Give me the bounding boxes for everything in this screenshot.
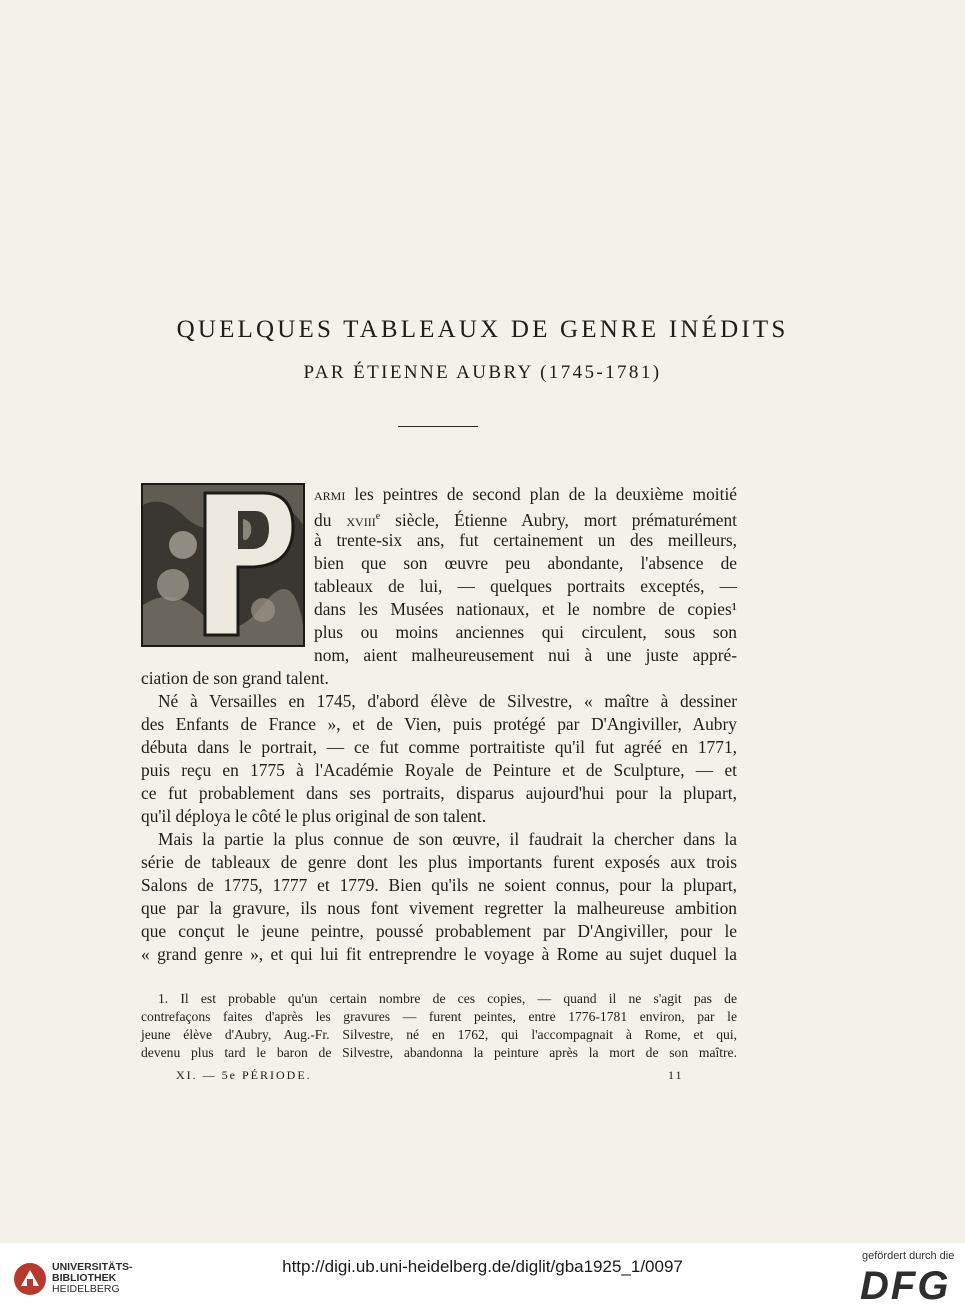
body-line: bien que son œuvre peu abondante, l'absence de	[314, 553, 737, 573]
dfg-logo: DFG	[860, 1264, 951, 1308]
viewer-footer	[0, 1243, 965, 1312]
body-line: débuta dans le portrait, — ce fut comme portraitiste qu'il fut agréé en 1771,	[141, 737, 737, 757]
permalink-url[interactable]: http://digi.ub.uni-heidelberg.de/diglit/gba1925_1/0097	[282, 1257, 683, 1276]
body-line: ce fut probablement dans ses portraits, disparus aujourd'hui pour la plupart,	[141, 783, 737, 803]
body-line: du xviii$^e$ siècle, Étienne Aubry, mort prématurément	[314, 509, 737, 530]
body-line: dans les Musées nationaux, et le nombre de copies¹	[314, 599, 737, 619]
funding-label: gefördert durch die	[862, 1250, 955, 1262]
library-name-line2: BIBLIOTHEK	[52, 1272, 117, 1284]
footnote-line: devenu plus tard le baron de Silvestre, abandonna la peinture après la mort de son maître.	[141, 1045, 737, 1060]
body-line: série de tableaux de genre dont les plus importants furent exposés aux trois	[141, 852, 737, 872]
body-line: plus ou moins anciennes qui circulent, sous son	[314, 622, 737, 642]
body-line: Mais la partie la plus connue de son œuvre, il faudrait la chercher dans la	[158, 829, 737, 849]
footnote-line: 1. Il est probable qu'un certain nombre de ces copies, — quand il ne s'agit pas de	[158, 991, 737, 1006]
body-line: ciation de son grand talent.	[141, 668, 329, 688]
body-line: nom, aient malheureusement nui à une juste appré-	[314, 645, 737, 665]
body-line: Né à Versailles en 1745, d'abord élève de Silvestre, « maître à dessiner	[158, 691, 737, 711]
footnote-line: jeune élève d'Aubry, Aug.-Fr. Silvestre, né en 1762, qui l'accompagnait à Rome, et qui,	[141, 1027, 737, 1042]
ornamental-initial-image	[141, 483, 305, 647]
body-line: « grand genre », et qui lui fit entreprendre le voyage à Rome au sujet duquel la	[141, 944, 737, 964]
body-line: que par la gravure, ils nous font vivement regretter la malheureuse ambition	[141, 898, 737, 918]
body-line: qu'il déploya le côté le plus original de son talent.	[141, 806, 487, 826]
body-line: à trente-six ans, fut certainement un des meilleurs,	[314, 530, 737, 550]
body-line: tableaux de lui, — quelques portraits exceptés, —	[314, 576, 737, 596]
article-title: QUELQUES TABLEAUX DE GENRE INÉDITS	[176, 316, 789, 343]
library-name-line1: UNIVERSITÄTS-	[52, 1261, 133, 1273]
title-divider	[398, 426, 478, 427]
body-line: des Enfants de France », et de Vien, puis protégé par D'Angiviller, Aubry	[141, 714, 737, 734]
footnote-line: contrefaçons faites d'après les gravures — furent peintes, entre 1776-1781 environ, par le	[141, 1009, 737, 1024]
body-line: armi les peintres de second plan de la deuxième moitié	[314, 484, 737, 504]
article-subtitle: PAR ÉTIENNE AUBRY (1745-1781)	[303, 362, 662, 383]
body-line: puis reçu en 1775 à l'Académie Royale de Peinture et de Sculpture, — et	[141, 760, 737, 780]
body-line: que conçut le jeune peintre, poussé probablement par D'Angiviller, pour le	[141, 921, 737, 941]
library-name-line3: HEIDELBERG	[52, 1283, 120, 1295]
folio-signature: XI. — 5e PÉRIODE.	[176, 1068, 312, 1082]
body-line: Salons de 1775, 1777 et 1779. Bien qu'ils ne soient connus, pour la plupart,	[141, 875, 737, 895]
sheet-number: 11	[668, 1068, 684, 1082]
